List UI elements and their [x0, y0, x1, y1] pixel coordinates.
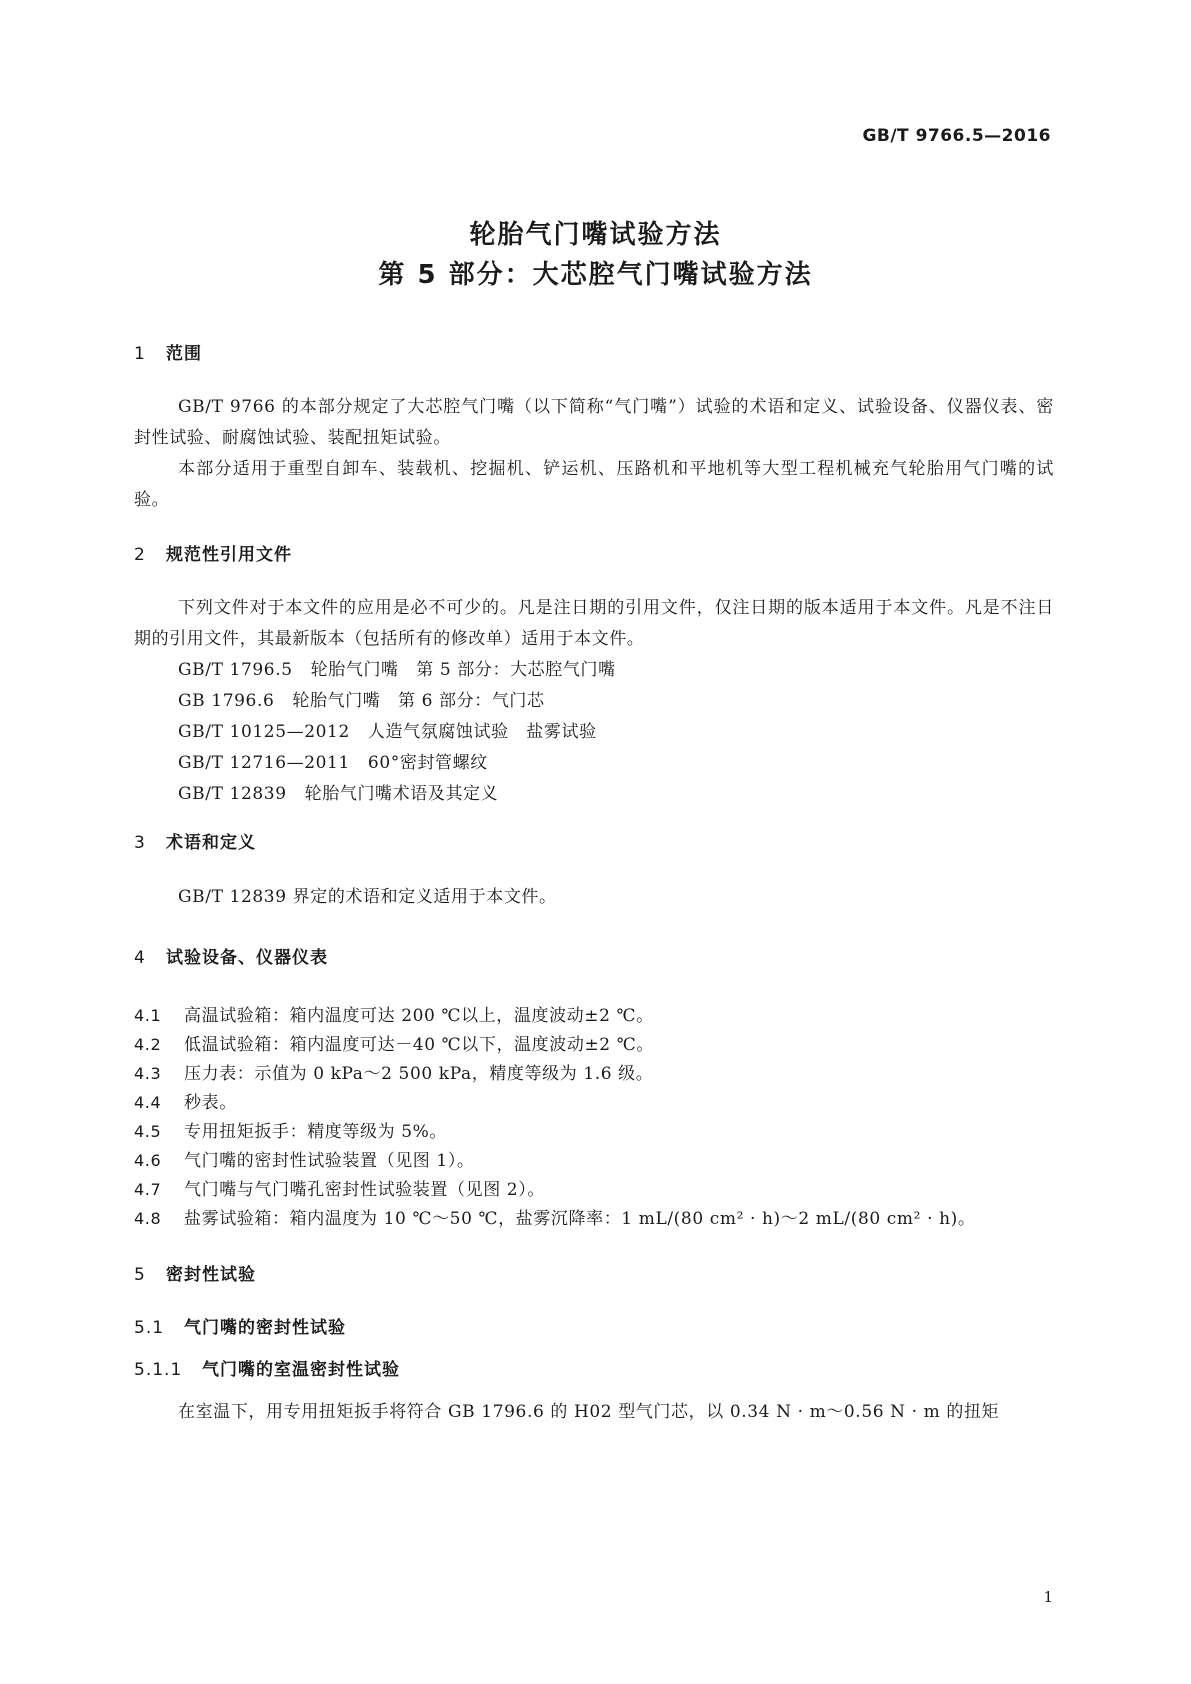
section-heading-3 [134, 828, 256, 853]
section-number: 5 [134, 1265, 146, 1285]
reference-code: GB/T 10125—2012 [178, 722, 350, 742]
document-title-line2: 第 5 部分：大芯腔气门嘴试验方法 [378, 260, 813, 290]
section-title: 密封性试验 [166, 1265, 256, 1285]
item-number: 4.7 [134, 1180, 162, 1199]
section-heading-1 [134, 339, 202, 364]
equipment-item [134, 1146, 475, 1171]
document-title-line1: 轮胎气门嘴试验方法 [469, 220, 722, 250]
item-number: 4.2 [134, 1035, 162, 1054]
section-number: 1 [134, 344, 146, 364]
section-title: 试验设备、仪器仪表 [166, 948, 328, 968]
item-number: 4.5 [134, 1122, 162, 1141]
section-number: 5.1.1 [134, 1360, 183, 1380]
reference-title: 轮胎气门嘴术语及其定义 [304, 784, 499, 804]
section-number: 4 [134, 948, 146, 968]
equipment-item [134, 1204, 975, 1229]
reference-code: GB/T 1796.5 [178, 660, 293, 680]
reference-title: 人造气氛腐蚀试验 盐雾试验 [367, 722, 597, 742]
reference-code: GB/T 12839 [178, 784, 287, 804]
equipment-item [134, 1088, 237, 1113]
reference-item [178, 655, 616, 680]
reference-code: GB 1796.6 [178, 691, 275, 711]
section-title: 范围 [166, 344, 202, 364]
item-text: 气门嘴的密封性试验装置（见图 1）。 [184, 1151, 475, 1171]
equipment-item [134, 1059, 653, 1084]
reference-item [178, 748, 488, 773]
item-text: 气门嘴与气门嘴孔密封性试验装置（见图 2）。 [184, 1180, 545, 1200]
item-number: 4.1 [134, 1006, 162, 1025]
section-number: 3 [134, 833, 146, 853]
item-number: 4.8 [134, 1209, 162, 1228]
section-title: 术语和定义 [166, 833, 256, 853]
reference-title: 轮胎气门嘴 第 5 部分：大芯腔气门嘴 [310, 660, 616, 680]
sealing-test-paragraph: 在室温下，用专用扭矩扳手将符合 GB 1796.6 的 H02 型气门芯，以 0.34 N · m～0.56 N · m 的扭矩 [178, 1402, 1000, 1422]
item-number: 4.3 [134, 1064, 162, 1083]
subsection-heading-5-1-1 [134, 1355, 400, 1380]
page-number: 1 [1043, 1588, 1053, 1606]
item-text: 秒表。 [184, 1093, 237, 1113]
equipment-item [134, 1117, 447, 1142]
section-title: 规范性引用文件 [166, 545, 292, 565]
item-text: 低温试验箱：箱内温度可达－40 ℃以下，温度波动±2 ℃。 [184, 1035, 654, 1055]
reference-item [178, 779, 498, 804]
subsection-heading-5-1 [134, 1313, 346, 1338]
item-number: 4.6 [134, 1151, 162, 1170]
section-title: 气门嘴的室温密封性试验 [202, 1360, 400, 1380]
reference-item [178, 717, 597, 742]
equipment-item [134, 1030, 654, 1055]
item-text: 盐雾试验箱：箱内温度为 10 ℃～50 ℃，盐雾沉降率：1 mL/(80 cm² · h)～2 mL/(80 cm² · h)。 [184, 1209, 976, 1229]
standard-code: GB/T 9766.5—2016 [862, 126, 1051, 146]
reference-item [178, 686, 545, 711]
reference-title: 轮胎气门嘴 第 6 部分：气门芯 [292, 691, 545, 711]
terms-paragraph: GB/T 12839 界定的术语和定义适用于本文件。 [178, 887, 557, 907]
section-heading-4 [134, 943, 328, 968]
section-heading-5 [134, 1260, 256, 1285]
item-number: 4.4 [134, 1093, 162, 1112]
equipment-item [134, 1175, 545, 1200]
section-number: 2 [134, 545, 146, 565]
item-text: 压力表：示值为 0 kPa～2 500 kPa，精度等级为 1.6 级。 [184, 1064, 654, 1084]
section-number: 5.1 [134, 1318, 165, 1338]
item-text: 高温试验箱：箱内温度可达 200 ℃以上，温度波动±2 ℃。 [184, 1006, 654, 1026]
reference-code: GB/T 12716—2011 [178, 753, 350, 773]
scope-paragraph-1: GB/T 9766 的本部分规定了大芯腔气门嘴（以下简称“气门嘴”）试验的术语和定义、试验设备、仪器仪表、密封性试验、耐腐蚀试验、装配扭矩试验。 [134, 397, 1054, 448]
scope-paragraph-2: 本部分适用于重型自卸车、装载机、挖掘机、铲运机、压路机和平地机等大型工程机械充气轮胎用气门嘴的试验。 [134, 459, 1054, 510]
equipment-item [134, 1001, 654, 1026]
reference-title: 60°密封管螺纹 [367, 753, 488, 773]
section-title: 气门嘴的密封性试验 [184, 1318, 346, 1338]
references-intro: 下列文件对于本文件的应用是必不可少的。凡是注日期的引用文件，仅注日期的版本适用于本文件。凡是不注日期的引用文件，其最新版本（包括所有的修改单）适用于本文件。 [134, 598, 1054, 649]
section-heading-2 [134, 540, 292, 565]
item-text: 专用扭矩扳手：精度等级为 5%。 [184, 1122, 447, 1142]
